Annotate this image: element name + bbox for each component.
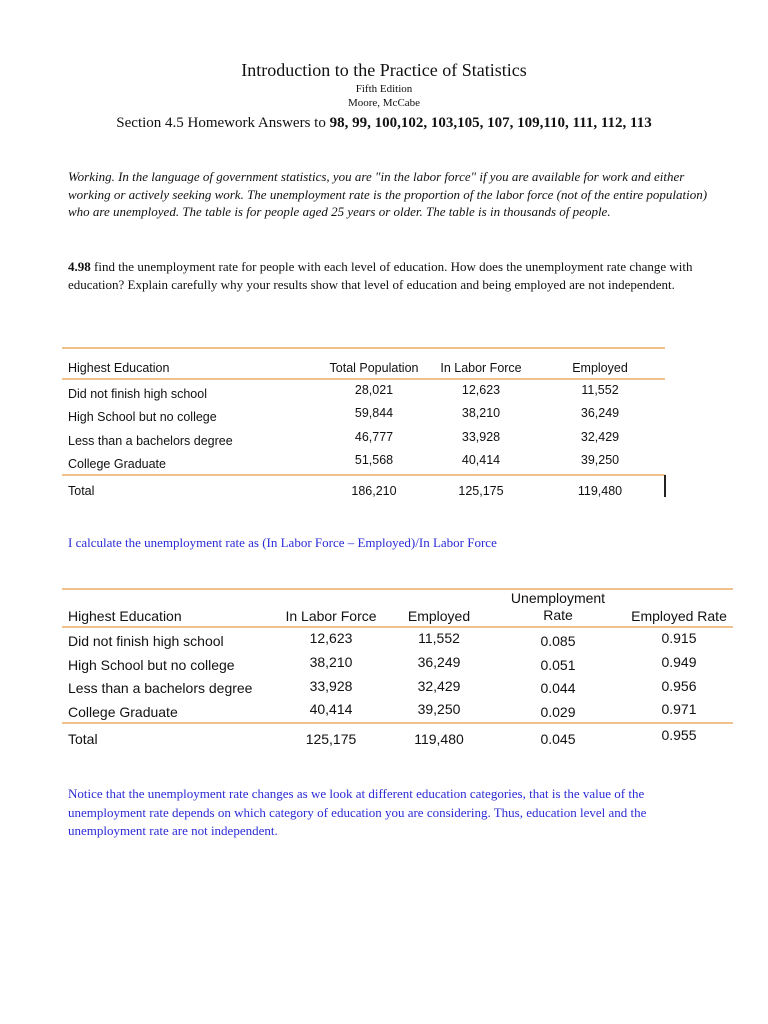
- table-cell: 59,844: [354, 406, 394, 420]
- table1-header-education: Highest Education: [68, 361, 170, 375]
- section-problems: 98, 99, 100,102, 103,105, 107, 109,110, 111, 112, 113: [329, 115, 652, 131]
- table-cell: 40,414: [309, 701, 353, 717]
- table-cell: 32,429: [580, 430, 620, 444]
- table-cell: 0.915: [661, 630, 697, 646]
- table-cell: 33,928: [309, 678, 353, 694]
- table-cell: 28,021: [354, 383, 394, 397]
- table1-header-labor-force: In Labor Force: [440, 361, 522, 375]
- table-row-label: Did not finish high school: [68, 387, 207, 401]
- doc-title: Introduction to the Practice of Statistics: [241, 60, 527, 80]
- table2-total-cell: 125,175: [305, 731, 357, 747]
- table2-total-cell: 0.955: [661, 727, 697, 743]
- table-cell: 38,210: [461, 406, 501, 420]
- table1-total-cell: 119,480: [577, 484, 623, 498]
- table-row-label: College Graduate: [68, 704, 178, 720]
- table-row-label: High School but no college: [68, 657, 235, 673]
- table2-total-cell: 0.045: [540, 731, 576, 747]
- question-text: find the unemployment rate for people with each level of education. How does the unemployment rate change with education? Explain carefully why your results show that level of education and being employed are not independent.: [68, 259, 693, 292]
- table-cell: 38,210: [309, 654, 353, 670]
- section-prefix: Section 4.5 Homework Answers to: [116, 115, 330, 131]
- table-cell: 11,552: [581, 383, 619, 397]
- table1-top-rule: [62, 347, 665, 349]
- doc-authors: Moore, McCabe: [347, 97, 421, 109]
- table1-total-label: Total: [68, 484, 95, 498]
- table2-top-rule: [62, 588, 733, 590]
- table2-header-employed: Employed: [407, 608, 471, 624]
- table1-total-cell: 186,210: [351, 484, 397, 498]
- table-cell: 0.949: [661, 654, 697, 670]
- table-cell: 0.085: [540, 633, 576, 649]
- table2-header-education: Highest Education: [68, 608, 182, 624]
- table-cell: 46,777: [354, 430, 394, 444]
- table1-total-rule: [62, 474, 665, 476]
- table-cell: 11,552: [418, 630, 460, 646]
- conclusion-paragraph: Notice that the unemployment rate changes as we look at different education categories, that is the value of the unemployment rate depends on which category of education you are considering. Thus, education level and the unemployment rate are not independent.: [68, 786, 647, 838]
- table-cell: 51,568: [354, 453, 394, 467]
- table-cell: 32,429: [417, 678, 461, 694]
- question-4-98: [68, 258, 708, 294]
- text-cursor: [664, 475, 666, 497]
- table-cell: 40,414: [461, 453, 501, 467]
- table2-total-rule: [62, 722, 733, 724]
- table-row-label: High School but no college: [68, 410, 217, 424]
- table1-header-total-population: Total Population: [329, 361, 419, 375]
- table2-header-rule: [62, 626, 733, 628]
- table-cell: 36,249: [417, 654, 461, 670]
- table-row-label: Less than a bachelors degree: [68, 434, 233, 448]
- table-cell: 0.051: [540, 657, 576, 673]
- table2-header-rate: Rate: [543, 607, 573, 623]
- table-cell: 39,250: [417, 701, 461, 717]
- table1-total-cell: 125,175: [458, 484, 504, 498]
- table-cell: 12,623: [461, 383, 501, 397]
- table2-header-employed-rate: Employed Rate: [631, 608, 727, 624]
- table1-header-employed: Employed: [572, 361, 628, 375]
- table-cell: 0.971: [661, 701, 697, 717]
- table-cell: 33,928: [461, 430, 501, 444]
- table-row-label: Less than a bachelors degree: [68, 680, 253, 696]
- table-row-label: Did not finish high school: [68, 633, 224, 649]
- table-cell: 12,623: [309, 630, 353, 646]
- table2-total-label: Total: [68, 731, 98, 747]
- table-cell: 0.956: [661, 678, 697, 694]
- intro-paragraph: Working. In the language of government statistics, you are "in the labor force" if you are available for work and either working or actively seeking work. The unemployment rate is the proportion of the labor force (not of the entire population) who are unemployed. The table is for people aged 25 years or older. The table is in thousands of people.: [68, 169, 708, 219]
- table-row-label: College Graduate: [68, 457, 166, 471]
- table-cell: 0.044: [540, 680, 576, 696]
- table2-header-unemployment: Unemployment: [510, 590, 606, 606]
- question-number: 4.98: [68, 259, 91, 274]
- table1-header-rule: [62, 378, 665, 380]
- table-cell: 36,249: [580, 406, 620, 420]
- section-heading: [0, 115, 768, 132]
- calculation-note: I calculate the unemployment rate as (In Labor Force – Employed)/In Labor Force: [68, 535, 497, 550]
- table2-header-labor-force: In Labor Force: [285, 608, 377, 624]
- table-cell: 39,250: [580, 453, 620, 467]
- doc-edition: Fifth Edition: [355, 83, 413, 95]
- table2-total-cell: 119,480: [414, 731, 464, 747]
- table-cell: 0.029: [540, 704, 576, 720]
